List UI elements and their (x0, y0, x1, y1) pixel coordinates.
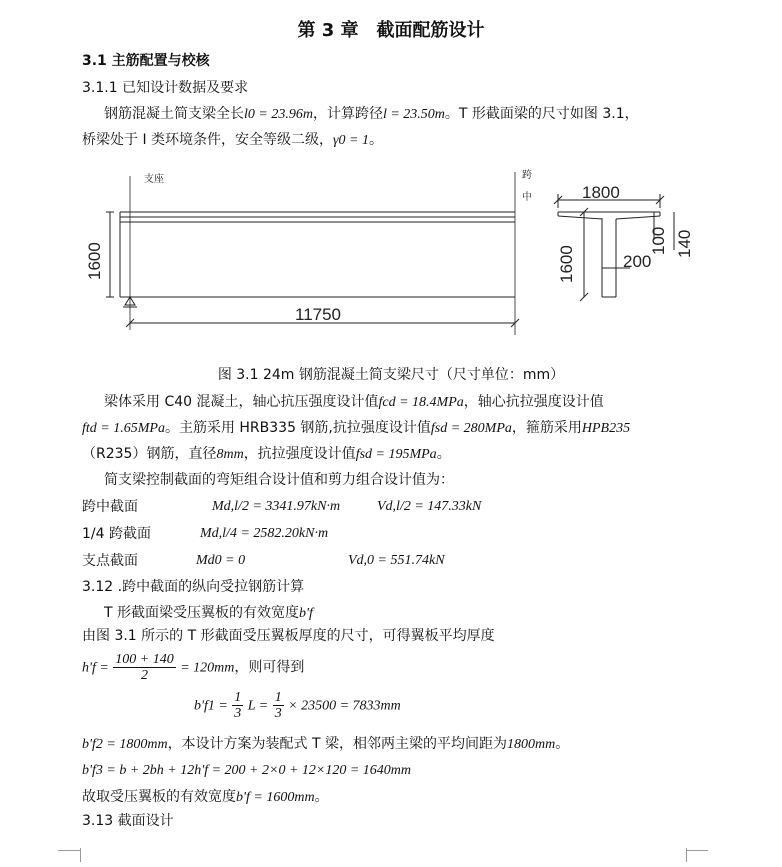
support-label: 支座 (144, 174, 164, 185)
tsection-flange-left (558, 216, 602, 219)
moment-support: Md0 = 0 (196, 553, 246, 568)
section-label-support: 支点截面 (82, 553, 138, 569)
section-heading-3-13: 3.13 截面设计 (82, 813, 174, 829)
formula-gamma: γ0 = 1 (333, 133, 369, 148)
equation-bf1: b'f1 = $\frac{1}{3}$ L = $\frac{1}{3}$ × 23500 = 7833mm (194, 690, 401, 721)
section-heading-3-12: 3.12 .跨中截面的纵向受拉钢筋计算 (82, 579, 305, 595)
flange-width-label: 1800 (582, 183, 620, 202)
paragraph-beam-length: 钢筋混凝土简支梁全长l0 = 23.96m，计算跨径l = 23.50m。T 形截面梁的尺寸如图 3.1， (104, 106, 639, 122)
formula-ftd: ftd = 1.65MPa (82, 421, 165, 436)
paragraph-rebar: ftd = 1.65MPa。主筋采用 HRB335 钢筋,抗拉强度设计值fsd = 280MPa，箍筋采用HPB235 (82, 420, 631, 436)
shear-midspan: Vd,l/2 = 147.33kN (377, 499, 482, 514)
paragraph-effective-width: T 形截面梁受压翼板的有效宽度b'f (104, 605, 313, 621)
formula-fsd-main: fsd = 280MPa (430, 421, 512, 436)
shear-support: Vd,0 = 551.74kN (348, 553, 445, 568)
formula-bf-final: b'f = 1600mm (236, 790, 315, 805)
midspan-label-2: 中 (522, 192, 532, 203)
midspan-label-1: 跨 (522, 170, 532, 181)
paragraph-design-values: 简支梁控制截面的弯矩组合设计值和剪力组合设计值为： (104, 472, 454, 488)
section-heading-3-1-1: 3.1.1 已知设计数据及要求 (82, 80, 249, 96)
tsection-flange-right (616, 216, 660, 219)
length-label: 11750 (295, 305, 342, 324)
web-width-label: 200 (623, 252, 652, 271)
section-height-label: 1600 (557, 245, 576, 283)
formula-fcd: fcd = 18.4MPa (378, 395, 464, 410)
section-label-quarter: 1/4 跨截面 (82, 526, 151, 542)
paragraph-stirrup: （R235）钢筋，直径8mm，抗拉强度设计值fsd = 195MPa。 (82, 446, 451, 462)
flange-thin-label: 100 (649, 226, 668, 255)
paragraph-environment: 桥梁处于 I 类环境条件，安全等级二级，γ0 = 1。 (82, 132, 383, 148)
paragraph-concrete: 梁体采用 C40 混凝土，轴心抗压强度设计值fcd = 18.4MPa，轴心抗拉强度设计值 (104, 394, 604, 410)
formula-fsd-stirrup: fsd = 195MPa (355, 447, 437, 462)
moment-quarter: Md,l/4 = 2582.20kN·m (200, 526, 329, 541)
figure-caption: 图 3.1 24m 钢筋混凝土简支梁尺寸（尺寸单位：mm） (217, 367, 565, 383)
beam-dimension-figure (80, 160, 700, 340)
equation-hf: h'f = $\frac{100 + 140}{2}$ = 120mm，则可得到 (82, 652, 305, 683)
left-height-label: 1600 (85, 242, 104, 280)
moment-midspan: Md,l/2 = 3341.97kN·m (212, 499, 341, 514)
section-label-midspan: 跨中截面 (82, 499, 138, 515)
chapter-title: 第 3 章 截面配筋设计 (297, 20, 485, 41)
paragraph-flange-thickness: 由图 3.1 所示的 T 形截面受压翼板厚度的尺寸，可得翼板平均厚度 (82, 628, 495, 644)
formula-bf: b'f (299, 606, 313, 621)
formula-span: l = 23.50m (382, 107, 445, 122)
paragraph-conclusion: 故取受压翼板的有效宽度b'f = 1600mm。 (82, 789, 329, 805)
flange-thick-label: 140 (675, 229, 694, 258)
equation-bf3: b'f3 = b + 2bh + 12h'f = 200 + 2×0 + 12×120 = 1640mm (82, 763, 412, 778)
section-heading-3-1: 3.1 主筋配置与校核 (82, 53, 210, 69)
formula-l0: l0 = 23.96m (244, 107, 313, 122)
equation-bf2: b'f2 = 1800mm，本设计方案为装配式 T 梁，相邻两主梁的平均间距为1800mm。 (82, 736, 570, 752)
